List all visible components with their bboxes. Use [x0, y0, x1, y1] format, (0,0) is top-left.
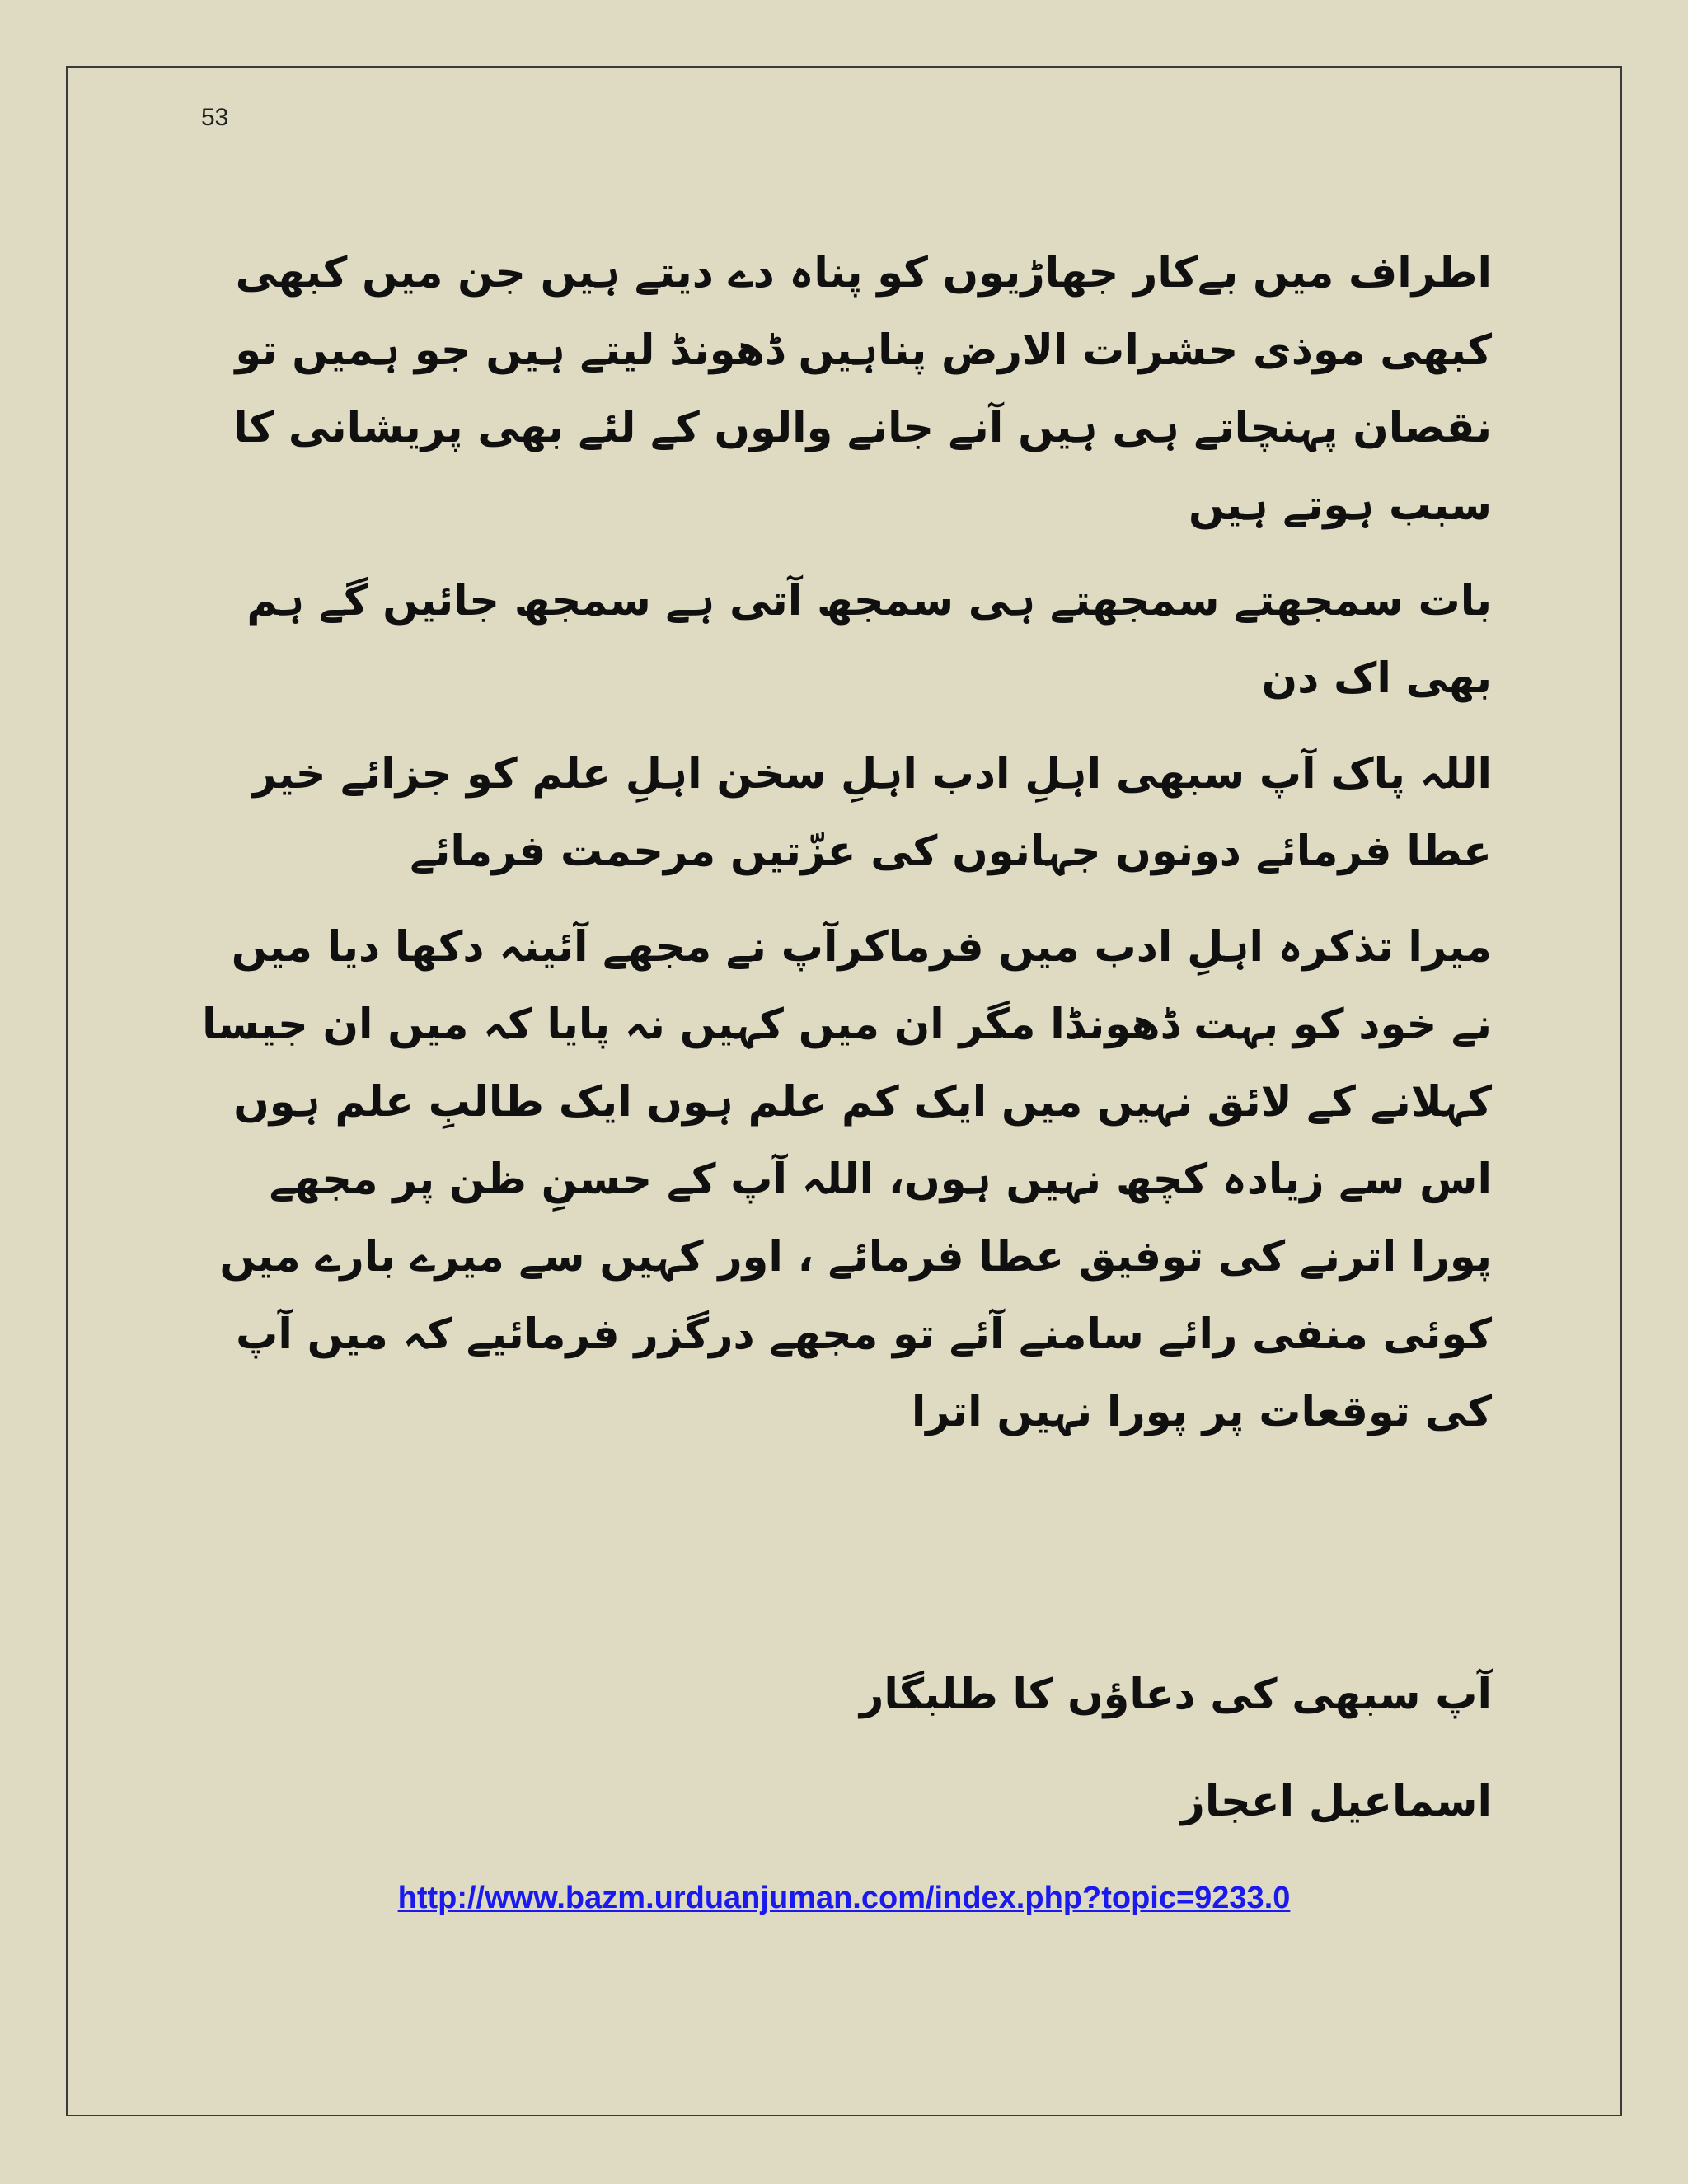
- paragraph-4: میرا تذکرہ اہلِ ادب میں فرماکرآپ نے مجھے آئینہ دکھا دیا میں نے خود کو بہت ڈھونڈا مگر ان میں کہیں نہ پایا کہ میں ان جیسا کہلانے کے لائق نہیں میں ایک کم علم ہوں ایک طالبِ علم ہوں اس سے زیادہ کچھ نہیں ہوں، اللہ آپ کے حسنِ ظن پر مجھے پورا اترنے کی توفیق عطا فرمائے ، اور کہیں سے میرے بارے میں کوئی منفی رائے سامنے آئے تو مجھے درگزر فرمائیے کہ میں آپ کی توقعات پر پورا نہیں اترا: [202, 923, 1492, 1436]
- page-number: 53: [201, 104, 229, 131]
- paragraph-2: بات سمجھتے سمجھتے ہی سمجھ آتی ہے سمجھ جائیں گے ہم بھی اک دن: [246, 577, 1492, 703]
- signature-closing: آپ سبھی کی دعاؤں کا طلبگار: [859, 1671, 1492, 1719]
- paragraph-1: اطراف میں بےکار جھاڑیوں کو پناہ دے دیتے ہیں جن میں کبھی کبھی موذی حشرات الارض پناہیں ڈھونڈ لیتے ہیں جو ہمیں تو نقصان پہنچاتے ہی ہیں آنے جانے والوں کے لئے بھی پریشانی کا سبب ہوتے ہیں: [233, 249, 1492, 530]
- body-text: [196, 235, 1492, 1469]
- paragraph-3: اللہ پاک آپ سبھی اہلِ ادب اہلِ سخن اہلِ علم کو جزائے خیر عطا فرمائے دونوں جہانوں کی عزّتیں مرحمت فرمائے: [252, 750, 1492, 876]
- source-link[interactable]: http://www.bazm.urduanjuman.com/index.php?topic=9233.0: [397, 1881, 1291, 1915]
- signature-name: اسماعیل اعجاز: [1180, 1778, 1492, 1826]
